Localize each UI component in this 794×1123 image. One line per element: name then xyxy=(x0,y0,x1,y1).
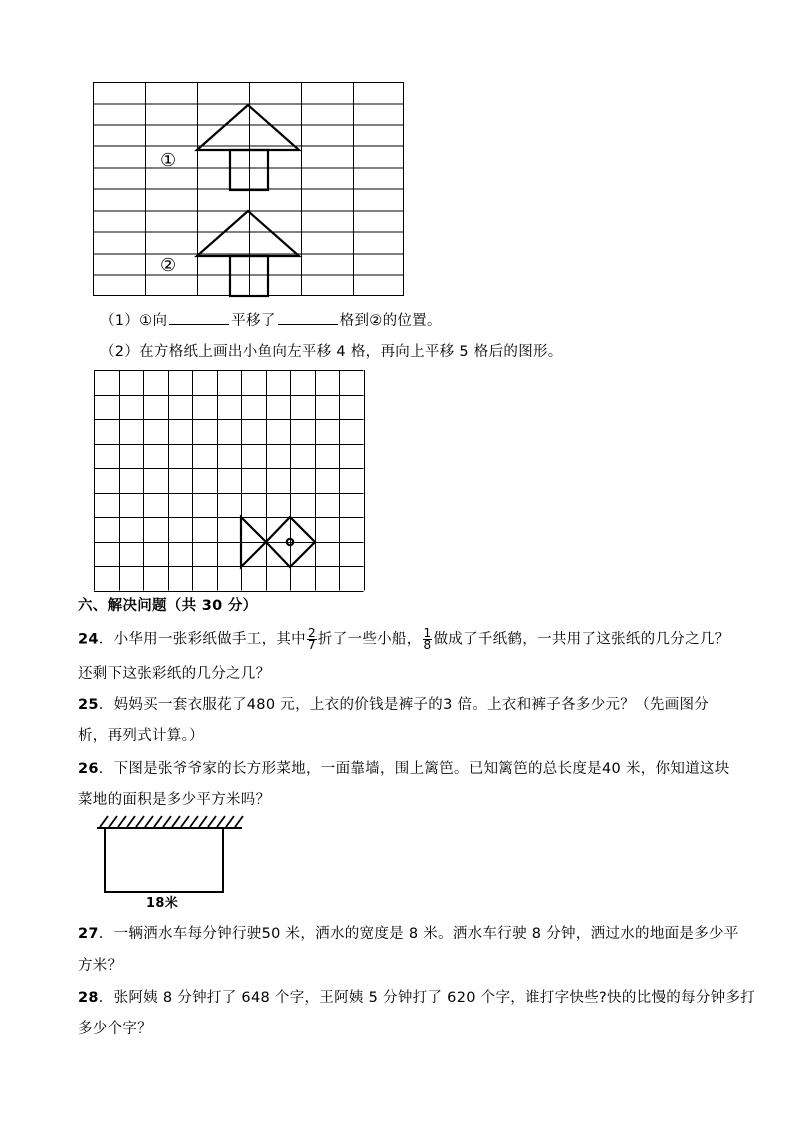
fish-grid-figure xyxy=(94,370,366,592)
q24-number: 24 xyxy=(78,631,99,648)
question-28-line2: 多少个字？ xyxy=(78,1021,152,1037)
part1-text-b: 平移了 xyxy=(231,313,276,329)
q28-line1: ．张阿姨 8 分钟打了 648 个字，王阿姨 5 分钟打了 620 个字，谁打字快些?快的比慢的每分钟多打 xyxy=(98,990,756,1006)
house-shape-1 xyxy=(197,105,299,190)
q28-number: 28 xyxy=(78,990,99,1006)
q24-mid: 折了一些小船， xyxy=(317,631,422,648)
garden-plot-figure xyxy=(94,814,244,896)
translation-grid-figure xyxy=(93,82,405,297)
garden-width-label: 18米 xyxy=(146,896,178,911)
question-28 xyxy=(78,988,755,1008)
section-6-title: 六、解决问题（共 30 分） xyxy=(78,598,258,614)
part1-text-a: ①向 xyxy=(139,313,168,329)
fraction-two-sevenths: $\frac{2}{7}$ xyxy=(307,626,316,652)
question-25 xyxy=(78,695,709,715)
part1-prefix: （1） xyxy=(100,313,140,329)
question-27 xyxy=(78,924,739,944)
question-24 xyxy=(78,628,729,651)
question-27-line2: 方米？ xyxy=(78,958,123,974)
q24-pre: ．小华用一张彩纸做手工，其中 xyxy=(98,631,306,648)
q26-line1: ．下图是张爷爷家的长方形菜地，一面靠墙，围上篱笆。已知篱笆的总长度是40 米，你知道这块 xyxy=(98,761,730,777)
answer-blank-distance[interactable] xyxy=(278,310,338,325)
q27-line1: ．一辆洒水车每分钟行驶50 米，洒水的宽度是 8 米。洒水车行驶 8 分钟，洒过水的地面是多少平 xyxy=(98,926,739,942)
question-26-line2: 菜地的面积是多少平方米吗？ xyxy=(78,792,271,808)
part1-text-c: 格到 xyxy=(339,313,370,329)
q25-number: 25 xyxy=(78,697,99,713)
question-23-part2: （2）在方格纸上画出小鱼向左平移 4 格，再向上平移 5 格后的图形。 xyxy=(100,344,563,360)
question-24-line2: 还剩下这张彩纸的几分之几？ xyxy=(78,666,271,682)
answer-blank-direction[interactable] xyxy=(169,310,229,325)
q27-number: 27 xyxy=(78,926,99,942)
shape-label-1: ① xyxy=(160,150,177,171)
question-25-line2: 析，再列式计算。） xyxy=(78,728,204,744)
shape-label-2: ② xyxy=(160,255,177,276)
question-26 xyxy=(78,759,730,779)
q26-number: 26 xyxy=(78,761,99,777)
q24-post: 做成了千纸鹤，一共用了这张纸的几分之几？ xyxy=(433,631,730,648)
part1-text-d: ② xyxy=(369,313,383,329)
question-23-part1 xyxy=(100,310,442,331)
fraction-one-eighth: $\frac{1}{8}$ xyxy=(423,626,432,652)
q25-line1: ．妈妈买一套衣服花了480 元，上衣的价钱是裤子的3 倍。上衣和裤子各多少元？（先画图分 xyxy=(98,697,710,713)
part1-text-e: 的位置。 xyxy=(382,313,442,329)
